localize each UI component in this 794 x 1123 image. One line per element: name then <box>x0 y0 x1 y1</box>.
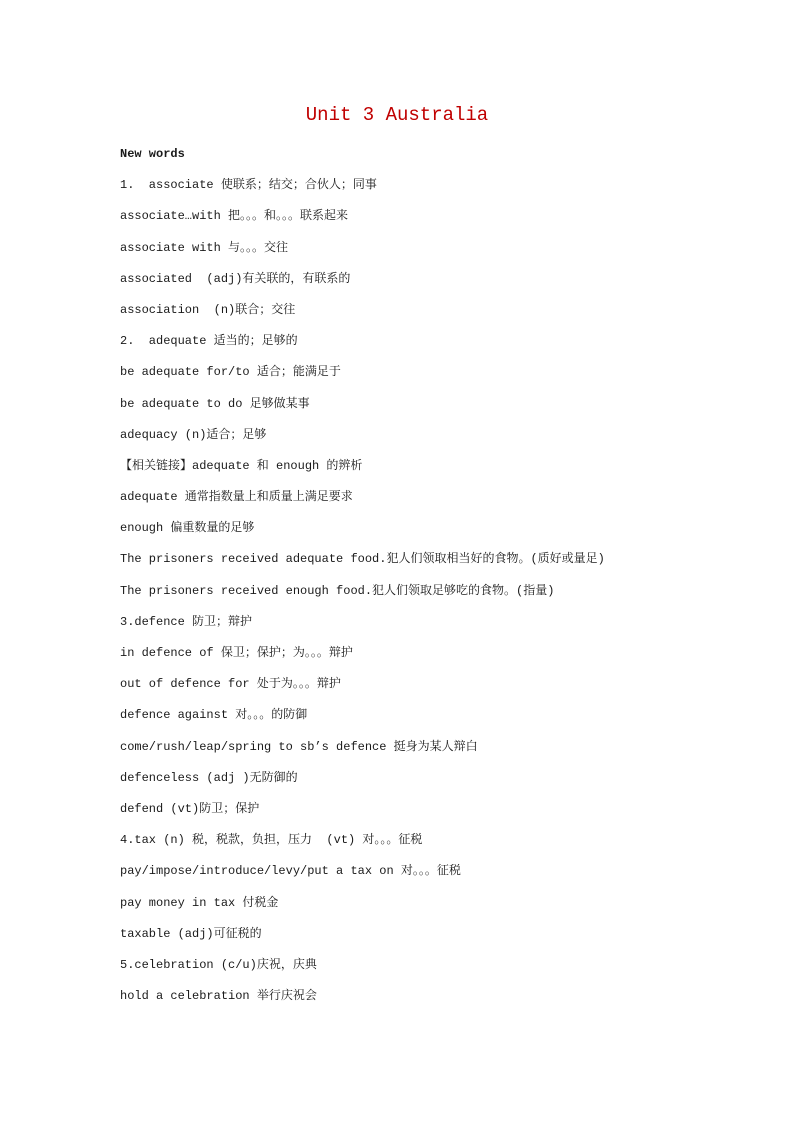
vocabulary-line: 3.defence 防卫；辩护 <box>120 614 253 629</box>
document-title: Unit 3 Australia <box>305 104 489 126</box>
section-heading: New words <box>120 147 185 161</box>
vocabulary-line: association (n)联合；交往 <box>120 302 296 317</box>
vocabulary-line: 4.tax (n) 税，税款，负担，压力 (vt) 对。。。征税 <box>120 833 423 848</box>
vocabulary-line: 5.celebration (c/u)庆祝，庆典 <box>120 957 317 972</box>
vocabulary-line: 【相关链接】adequate 和 enough 的辨析 <box>120 458 363 473</box>
vocabulary-line: be adequate for/to 适合；能满足于 <box>120 365 341 380</box>
vocabulary-line: defence against 对。。。的防御 <box>120 708 308 723</box>
vocabulary-line: 2. adequate 适当的；足够的 <box>120 334 298 349</box>
vocabulary-line: come/rush/leap/spring to sb’s defence 挺身为某人辩白 <box>120 739 478 754</box>
vocabulary-line: The prisoners received enough food.犯人们领取足够吃的食物。(指量) <box>120 583 555 598</box>
vocabulary-line: defend (vt)防卫；保护 <box>120 801 260 816</box>
vocabulary-line: associate…with 把。。。和。。。联系起来 <box>120 209 349 224</box>
vocabulary-list <box>120 145 760 1018</box>
vocabulary-line: enough 偏重数量的足够 <box>120 521 255 536</box>
vocabulary-line: pay/impose/introduce/levy/put a tax on 对。。。征税 <box>120 864 461 879</box>
vocabulary-line: out of defence for 处于为。。。辩护 <box>120 677 341 692</box>
vocabulary-line: hold a celebration 举行庆祝会 <box>120 989 317 1004</box>
vocabulary-line: adequacy (n)适合；足够 <box>120 427 267 442</box>
vocabulary-line: be adequate to do 足够做某事 <box>120 396 310 411</box>
vocabulary-line: pay money in tax 付税金 <box>120 895 279 910</box>
vocabulary-line: associate with 与。。。交往 <box>120 240 289 255</box>
vocabulary-line: adequate 通常指数量上和质量上满足要求 <box>120 490 353 505</box>
vocabulary-line: 1. associate 使联系；结交；合伙人；同事 <box>120 178 377 193</box>
vocabulary-line: defenceless (adj )无防御的 <box>120 770 298 785</box>
vocabulary-line: in defence of 保卫；保护；为。。。辩护 <box>120 646 353 660</box>
vocabulary-line: The prisoners received adequate food.犯人们领取相当好的食物。(质好或量足) <box>120 552 605 567</box>
vocabulary-line: associated (adj)有关联的，有联系的 <box>120 271 351 286</box>
vocabulary-line: taxable (adj)可征税的 <box>120 926 262 941</box>
